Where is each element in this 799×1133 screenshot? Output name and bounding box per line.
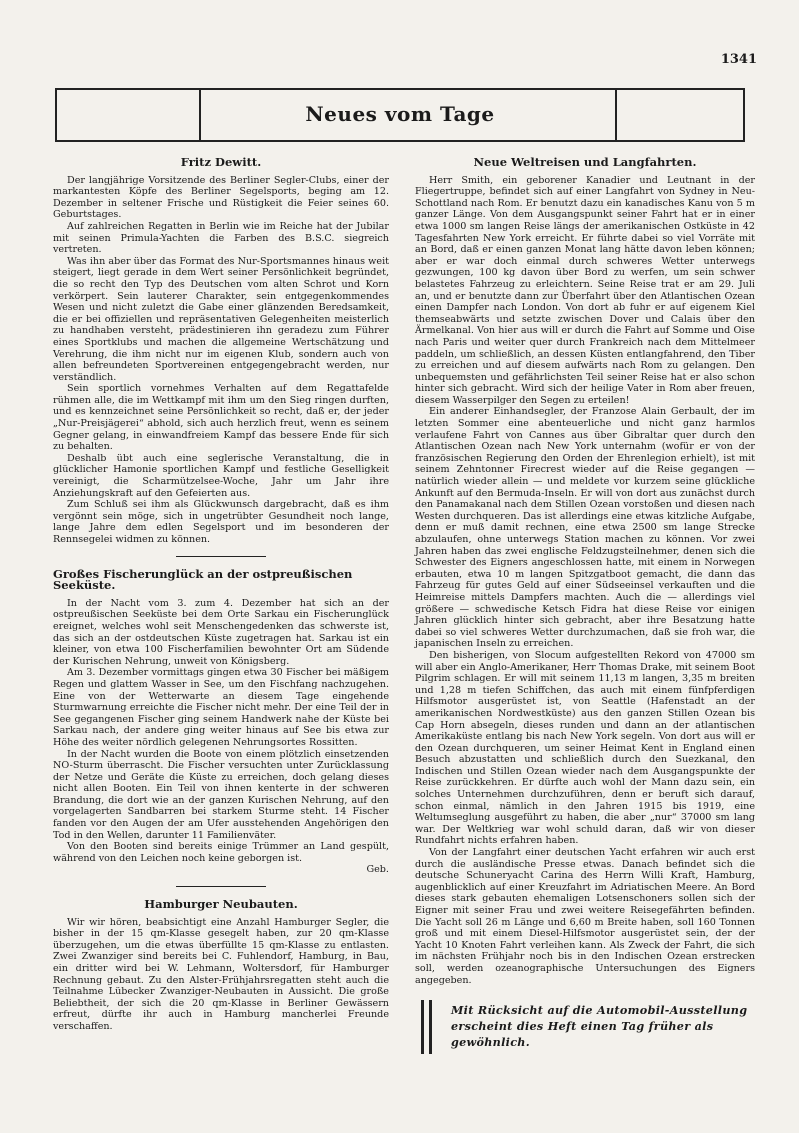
notice-bar: [421, 1000, 424, 1054]
article-title-hamburg: Hamburger Neubauten.: [144, 897, 298, 912]
section-divider: [176, 886, 266, 887]
right-column: [415, 150, 755, 986]
notice-text: Mit Rücksicht auf die Automobil-Ausstellung erscheint dies Heft einen Tag früher als gewöhnlich.: [451, 1003, 748, 1049]
article-paragraph: Der langjährige Vorsitzende des Berliner Segler-Clubs, einer der markantesten Köpfe des Berliner Segelsports, beging am 12. Dezember in seltener Frische und Rüstigkeit die Feier seines 60. Geburtstages.: [53, 174, 389, 221]
article-paragraph: Was ihn aber über das Format des Nur-Sportsmannes hinaus weit steigert, liegt gerade in dem Wert seiner Persönlichkeit begründet, die so recht den Typ des Deutschen vom alten Schrot und Korn verkörpert. Sein lauterer Charakter, sein entgegenkommendes Wesen und nicht zuletzt die Gabe einer glänzenden Beredsamkeit, die er bei offiziellen und repräsentativen Gelegenheiten meisterlich zu handhaben versteht, prädestinieren ihn geradezu zum Führer eines Sportklubs und machen die allgemeine Wertschätzung und Verehrung, die ihm nicht nur im eigenen Klub, sondern auch von allen befreundeten Sportvereinen entgegengebracht werden, nur verständlich.: [53, 255, 389, 383]
article-paragraph: Auf zahlreichen Regatten in Berlin wie im Reiche hat der Jubilar mit seinen Primula-Yachten die Farben des B.S.C. siegreich vertreten.: [53, 220, 389, 256]
left-column: [53, 150, 389, 1033]
article-paragraph: Von der Langfahrt einer deutschen Yacht erfahren wir auch erst durch die ausländische Presse etwas. Danach befindet sich die deutsche Schuneryacht Carina des Herrn Willi Kraft, Hamburg, augenblicklich auf einer Kreuzfahrt im Adriatischen Meere. An Bord dieses stark gebauten ehemaligen Lotsenschoners sollen sich der Eigner mit seiner Frau und zwei weitere Reisegefährten befinden. Die Yacht soll 26 m Länge und 6,60 m Breite haben, soll 160 Tonnen groß und mit einem Diesel-Hilfsmotor ausgerüstet sein, der der Yacht 10 Knoten Fahrt verleihen kann. Als Zweck der Fahrt, die sich im nächsten Frühjahr noch bis in den Indischen Ozean erstrecken soll, werden ozeanographische Untersuchungen des Eigners angegeben.: [415, 847, 755, 986]
article-paragraph: Sein sportlich vornehmes Verhalten auf dem Regattafelde rühmen alle, die im Wettkampf mit ihm um den Sieg ringen durften, und es kennzeichnet seine Persönlichkeit so recht, daß er, der jeder „Nur-Preisjägerei“ abhold, sich auch herzlich freut, wenn es seinem Gegner gelang, in einwandfreiem Kampf das bessere Ende für sich zu behalten.: [53, 383, 389, 453]
article-paragraph: In der Nacht vom 3. zum 4. Dezember hat sich an der ostpreußischen Seeküste bei dem Orte Sarkau ein Fischerunglück ereignet, welches wohl seit Menschengedenken das schwerste ist, das sich an der ostdeutschen Küste zugetragen hat. Sarkau ist ein kleiner, von etwa 100 Fischerfamilien bewohnter Ort am Südende der Kurischen Nehrung, unweit von Königsberg.: [53, 597, 389, 667]
article-paragraph: Am 3. Dezember vormittags gingen etwa 30 Fischer bei mäßigem Regen und glattem Wasser in See, um den Fischfang nachzugehen. Eine von der Wetterwarte an diesem Tage eingehende Sturmwarnung erreichte die Fischer nicht mehr. Der eine Teil der in See gegangenen Fischer ging seinem Handwerk nahe der Küste bei Sarkau nach, der andere ging weiter hinaus auf See bis etwa zur Höhe des weiter nördlich gelegenen Nehrungsortes Rossitten.: [53, 667, 389, 748]
header-banner: [55, 88, 745, 142]
page-number: 1341: [720, 52, 757, 67]
article-paragraph: Den bisherigen, von Slocum aufgestellten Rekord von 47000 sm will aber ein Anglo-Amerikaner, Herr Thomas Drake, mit seinem Boot Pilgrim schlagen. Er will mit seinem 11,13 m langen, 3,35 m breiten und 1,28 m tiefen Schiffchen, das auch mit einem fünfpferdigen Hilfsmotor ausgerüstet ist, von Seattle (Hafenstadt an der amerikanischen Nordwestküste) aus den ganzen Stillen Ozean bis Cap Horn absegeln, dieses runden und dann an der atlantischen Amerikaküste entlang bis nach New York segeln. Von dort aus will er den Ozean durchqueren, um seiner Heimat Kent in England einen Besuch abzustatten und schließlich durch den Suezkanal, den Indischen und Stillen Ozean wieder nach dem Ausgangspunkte der Reise zurückkehren. Er dürfte auch wohl der Mann dazu sein, ein solches Unternehmen durchzuführen, denn er beruft sich darauf, schon einmal, nämlich in den Jahren 1915 bis 1919, eine Weltumseglung ausgeführt zu haben, die aber „nur“ 37000 sm lang war. Der Weltkrieg war wohl schuld daran, daß wir von dieser Rundfahrt nichts erfahren haben.: [415, 649, 755, 847]
author-signature: Geb.: [366, 864, 389, 876]
article-paragraph: In der Nacht wurden die Boote von einem plötzlich einsetzenden NO-Sturm überrascht. Die Fischer versuchten unter Zurücklassung der Netze und Geräte die Küste zu erreichen, doch gelang dieses nicht allen Booten. Ein Teil von ihnen kenterte in der schweren Brandung, die dort wie an der ganzen Kurischen Nehrung, auf den vorgelagerten Sandbarren bei starkem Sturme steht. 14 Fischer fanden vor den Augen der am Ufer ausstehenden Angehörigen den Tod in den Wellen, darunter 11 Familienväter.: [53, 748, 389, 841]
article-paragraph: Von den Booten sind bereits einige Trümmer an Land gespült, während von den Leichen noch keine geborgen ist.: [53, 841, 389, 864]
article-paragraph: Deshalb übt auch eine seglerische Veranstaltung, die in glücklicher Hamonie sportlichen Kampf und festliche Geselligkeit vereinigt, die Scharmützelsee-Woche, Jahr um Jahr ihre Anziehungskraft auf den Gefeierten aus.: [53, 452, 389, 499]
article-paragraph: Wir wir hören, beabsichtigt eine Anzahl Hamburger Segler, die bisher in der 15 qm-Klasse gesegelt haben, zur 20 qm-Klasse überzugehen, um die etwas überfüllte 15 qm-Klasse zu entlasten. Zwei Zwanziger sind bereits bei C. Fuhlendorf, Hamburg, in Bau, ein dritter wird bei W. Lehmann, Woltersdorf, für Hamburger Rechnung gebaut. Zu den Alster-Frühjahrsregatten steht auch die Teilnahme Lübecker Zwanziger-Neubauten in Aussicht. Die große Beliebtheit, der sich die 20 qm-Klasse in Berliner Gewässern erfreut, dürfte ihr auch in Hamburg mancherlei Freunde verschaffen.: [53, 916, 389, 1032]
notice-bar: [429, 1000, 432, 1054]
article-title-dewitt: Fritz Dewitt.: [180, 155, 262, 169]
article-title-fischerunglueck: Großes Fischerunglück an der ostpreußischen Seeküste.: [53, 566, 353, 593]
article-title-weltreisen: Neue Weltreisen und Langfahrten.: [473, 155, 697, 169]
page-title: Neues vom Tage: [305, 102, 495, 126]
notice-box: [421, 996, 751, 1058]
article-paragraph: Ein anderer Einhandsegler, der Franzose Alain Gerbault, der im letzten Sommer eine abenteuerliche und nicht ganz harmlos verlaufene Fahrt von Cannes aus über Gibraltar quer durch den Atlantischen Ozean nach New York unternahm (wofür er von der französischen Regierung den Orden der Ehrenlegion erhielt), ist mit seinem Zehntonner Firecrest wieder auf die Reise gegangen — natürlich wieder allein — und meldete vor kurzem seine glückliche Ankunft auf den Bermuda-Inseln. Er will von dort aus zunächst durch den Panamakanal nach dem Stillen Ozean vorstoßen und diesen nach Westen durchqueren. Das ist allerdings eine etwas kitzliche Aufgabe, denn er muß damit rechnen, eine etwa 2500 sm lange Strecke abzulaufen, ohne unterwegs Station machen zu können. Vor zwei Jahren haben das zwei englische Feldzugsteilnehmer, denen sich die Schwester des Eigners angeschlossen hatte, mit einem in Norwegen erbauten, etwa 10 m langen Spitzgatboot gemacht, die dann das Fahrzeug für gutes Geld auf einer Südseeinsel verkauften und die Heimreise mittels Dampfers machten. Auch die — allerdings viel größere — schwedische Ketsch Fidra hat diese Reise vor einigen Jahren glücklich hinter sich gebracht, aber ihre Besatzung hatte dabei so viel schweres Wetter durchzumachen, daß sie froh war, die japanischen Inseln zu erreichen.: [415, 406, 755, 650]
article-paragraph: Zum Schluß sei ihm als Glückwunsch dargebracht, daß es ihm vergönnt sein möge, sich in ungetrübter Gesundheit noch lange, lange Jahre dem edlen Segelsport und im besonderen der Rennsegelei widmen zu können.: [53, 499, 389, 545]
section-divider: [176, 556, 266, 557]
article-paragraph: Herr Smith, ein geborener Kanadier und Leutnant in der Fliegertruppe, befindet sich auf einer Langfahrt von Sydney in Neu-Schottland nach Rom. Er benutzt dazu ein kanadisches Kanu von 5 m ganzer Länge. Von dem Ausgangspunkt seiner Fahrt hat er in einer etwa 1000 sm langen Reise längs der amerikanischen Ostküste in 42 Tagesfahrten New York erreicht. Er führte dabei so viel Vorräte mit an Bord, daß er einen ganzen Monat lang hätte davon leben können; aber er war doch einmal durch schweres Wetter unterwegs gezwungen, 100 kg davon über Bord zu werfen, um sein schwer belastetes Fahrzeug zu erleichtern. Seine Reise trat er am 29. Juli an, und er benutzte dann zur Überfahrt über den Atlantischen Ozean einen Dampfer nach London. Von dort ab fuhr er auf eigenem Kiel themseabwärts und setzte zwischen Dover und Calais über den Ärmelkanal. Von hier aus will er durch die Fahrt auf Somme und Oise nach Paris und weiter quer durch Frankreich nach dem Mittelmeer paddeln, um schließlich, an dessen Küsten entlangfahrend, den Tiber zu erreichen und auf diesem aufwärts nach Rom zu gelangen. Den unbequemsten und gefährlichsten Teil seiner Reise hat er also schon hinter sich gebracht. Wird sich der heilige Vater in Rom aber freuen, diesem Wasserpilger den Segen zu erteilen!: [415, 174, 755, 406]
